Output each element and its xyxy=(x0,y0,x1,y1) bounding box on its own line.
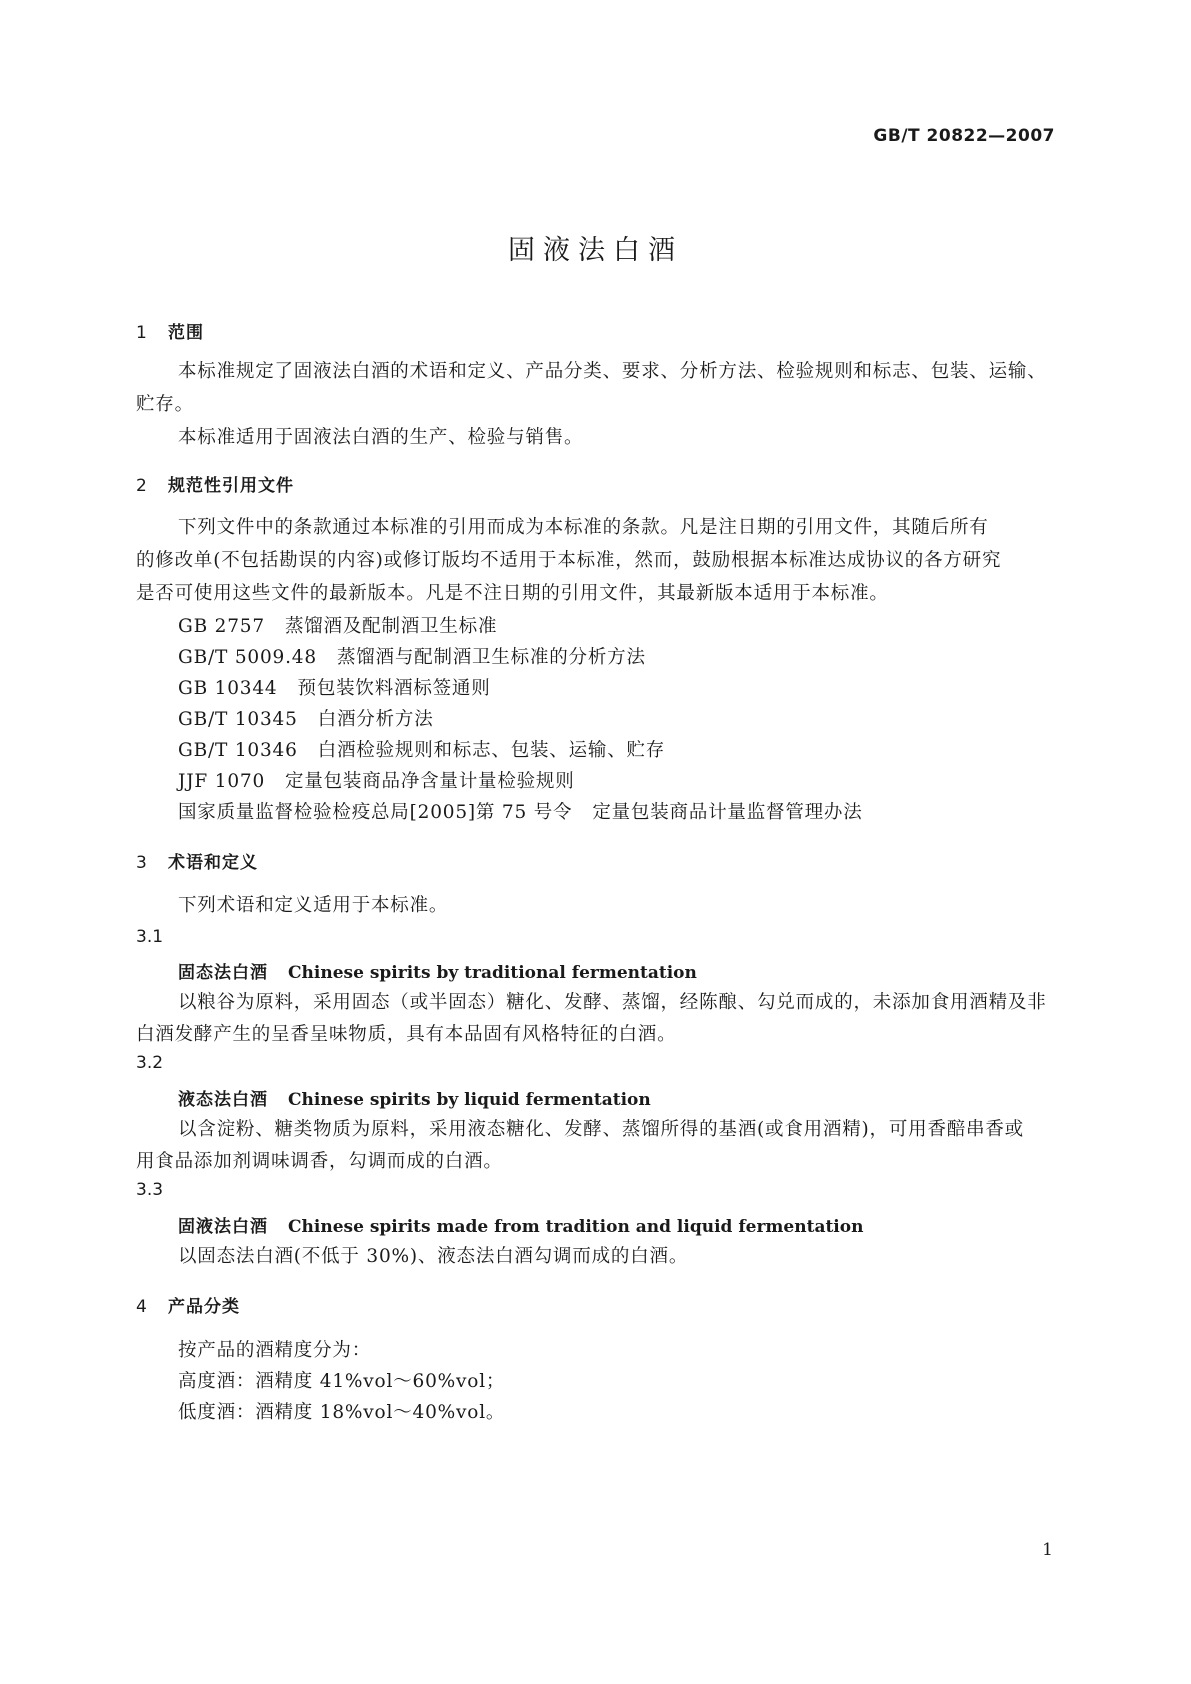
reference-code: 国家质量监督检验检疫总局[2005]第 75 号令 xyxy=(178,802,573,823)
term-heading xyxy=(178,958,697,983)
subclause-number: 3.2 xyxy=(136,1053,164,1073)
subclause-number: 3.1 xyxy=(136,927,164,947)
reference-title: 预包装饮料酒标签通则 xyxy=(297,678,491,699)
section-number: 1 xyxy=(136,323,147,343)
section-title: 产品分类 xyxy=(168,1297,240,1317)
reference-title: 定量包装商品净含量计量检验规则 xyxy=(285,771,575,792)
reference-code: GB/T 10346 xyxy=(178,740,298,761)
definition-line: 以含淀粉、糖类物质为原料，采用液态糖化、发酵、蒸馏所得的基酒(或食用酒精)，可用香醅串香或 xyxy=(178,1119,1024,1140)
standard-number: GB/T 20822—2007 xyxy=(873,126,1055,146)
definition-line: 以粮谷为原料，采用固态（或半固态）糖化、发酵、蒸馏，经陈酿、勾兑而成的，未添加食用酒精及非 xyxy=(178,992,1047,1013)
reference-title: 白酒检验规则和标志、包装、运输、贮存 xyxy=(317,740,666,761)
reference-item xyxy=(178,736,665,762)
section-2-heading xyxy=(136,471,294,496)
section-number: 2 xyxy=(136,476,147,496)
page-number: 1 xyxy=(1042,1540,1053,1560)
section-number: 3 xyxy=(136,853,147,873)
term-heading xyxy=(178,1085,651,1110)
reference-item xyxy=(178,705,434,731)
section-1-heading xyxy=(136,318,204,343)
reference-code: JJF 1070 xyxy=(178,771,266,792)
classification-high: 高度酒：酒精度 41%vol～60%vol； xyxy=(178,1371,506,1392)
subclause-number: 3.3 xyxy=(136,1180,164,1200)
section-title: 术语和定义 xyxy=(168,853,258,873)
reference-code: GB 2757 xyxy=(178,616,265,637)
reference-code: GB 10344 xyxy=(178,678,278,699)
classification-low: 低度酒：酒精度 18%vol～40%vol。 xyxy=(178,1402,506,1423)
definition-line: 白酒发酵产生的呈香呈味物质，具有本品固有风格特征的白酒。 xyxy=(136,1024,677,1045)
paragraph-line: 按产品的酒精度分为： xyxy=(178,1340,372,1361)
term-chinese: 固液法白酒 xyxy=(178,1217,268,1237)
document-title: 固液法白酒 xyxy=(508,235,683,266)
term-english: Chinese spirits by traditional fermentation xyxy=(288,963,697,983)
reference-title: 蒸馏酒与配制酒卫生标准的分析方法 xyxy=(336,647,646,668)
term-english: Chinese spirits made from tradition and liquid fermentation xyxy=(288,1217,864,1237)
definition-line: 以固态法白酒(不低于 30%)、液态法白酒勾调而成的白酒。 xyxy=(178,1246,689,1267)
reference-item xyxy=(178,612,497,638)
term-english: Chinese spirits by liquid fermentation xyxy=(288,1090,651,1110)
term-heading xyxy=(178,1212,863,1237)
reference-title: 定量包装商品计量监督管理办法 xyxy=(592,802,863,823)
reference-code: GB/T 10345 xyxy=(178,709,298,730)
section-number: 4 xyxy=(136,1297,147,1317)
paragraph-line: 是否可使用这些文件的最新版本。凡是不注日期的引用文件，其最新版本适用于本标准。 xyxy=(136,583,889,604)
reference-item xyxy=(178,674,491,700)
reference-code: GB/T 5009.48 xyxy=(178,647,317,668)
reference-item xyxy=(178,767,575,793)
paragraph-line: 贮存。 xyxy=(136,394,194,415)
paragraph-line: 的修改单(不包括勘误的内容)或修订版均不适用于本标准，然而，鼓励根据本标准达成协议的各方研究 xyxy=(136,550,1002,571)
reference-item xyxy=(178,643,646,669)
reference-title: 蒸馏酒及配制酒卫生标准 xyxy=(284,616,498,637)
term-chinese: 固态法白酒 xyxy=(178,963,268,983)
paragraph-line: 下列术语和定义适用于本标准。 xyxy=(178,895,449,916)
section-4-heading xyxy=(136,1292,240,1317)
paragraph-line: 本标准规定了固液法白酒的术语和定义、产品分类、要求、分析方法、检验规则和标志、包装、运输、 xyxy=(178,361,1047,382)
paragraph-line: 下列文件中的条款通过本标准的引用而成为本标准的条款。凡是注日期的引用文件，其随后所有 xyxy=(178,517,989,538)
definition-line: 用食品添加剂调味调香，勾调而成的白酒。 xyxy=(136,1151,503,1172)
section-title: 范围 xyxy=(168,323,204,343)
reference-title: 白酒分析方法 xyxy=(317,709,434,730)
term-chinese: 液态法白酒 xyxy=(178,1090,268,1110)
section-title: 规范性引用文件 xyxy=(168,476,294,496)
paragraph-line: 本标准适用于固液法白酒的生产、检验与销售。 xyxy=(178,427,584,448)
section-3-heading xyxy=(136,848,258,873)
reference-item xyxy=(178,798,863,824)
